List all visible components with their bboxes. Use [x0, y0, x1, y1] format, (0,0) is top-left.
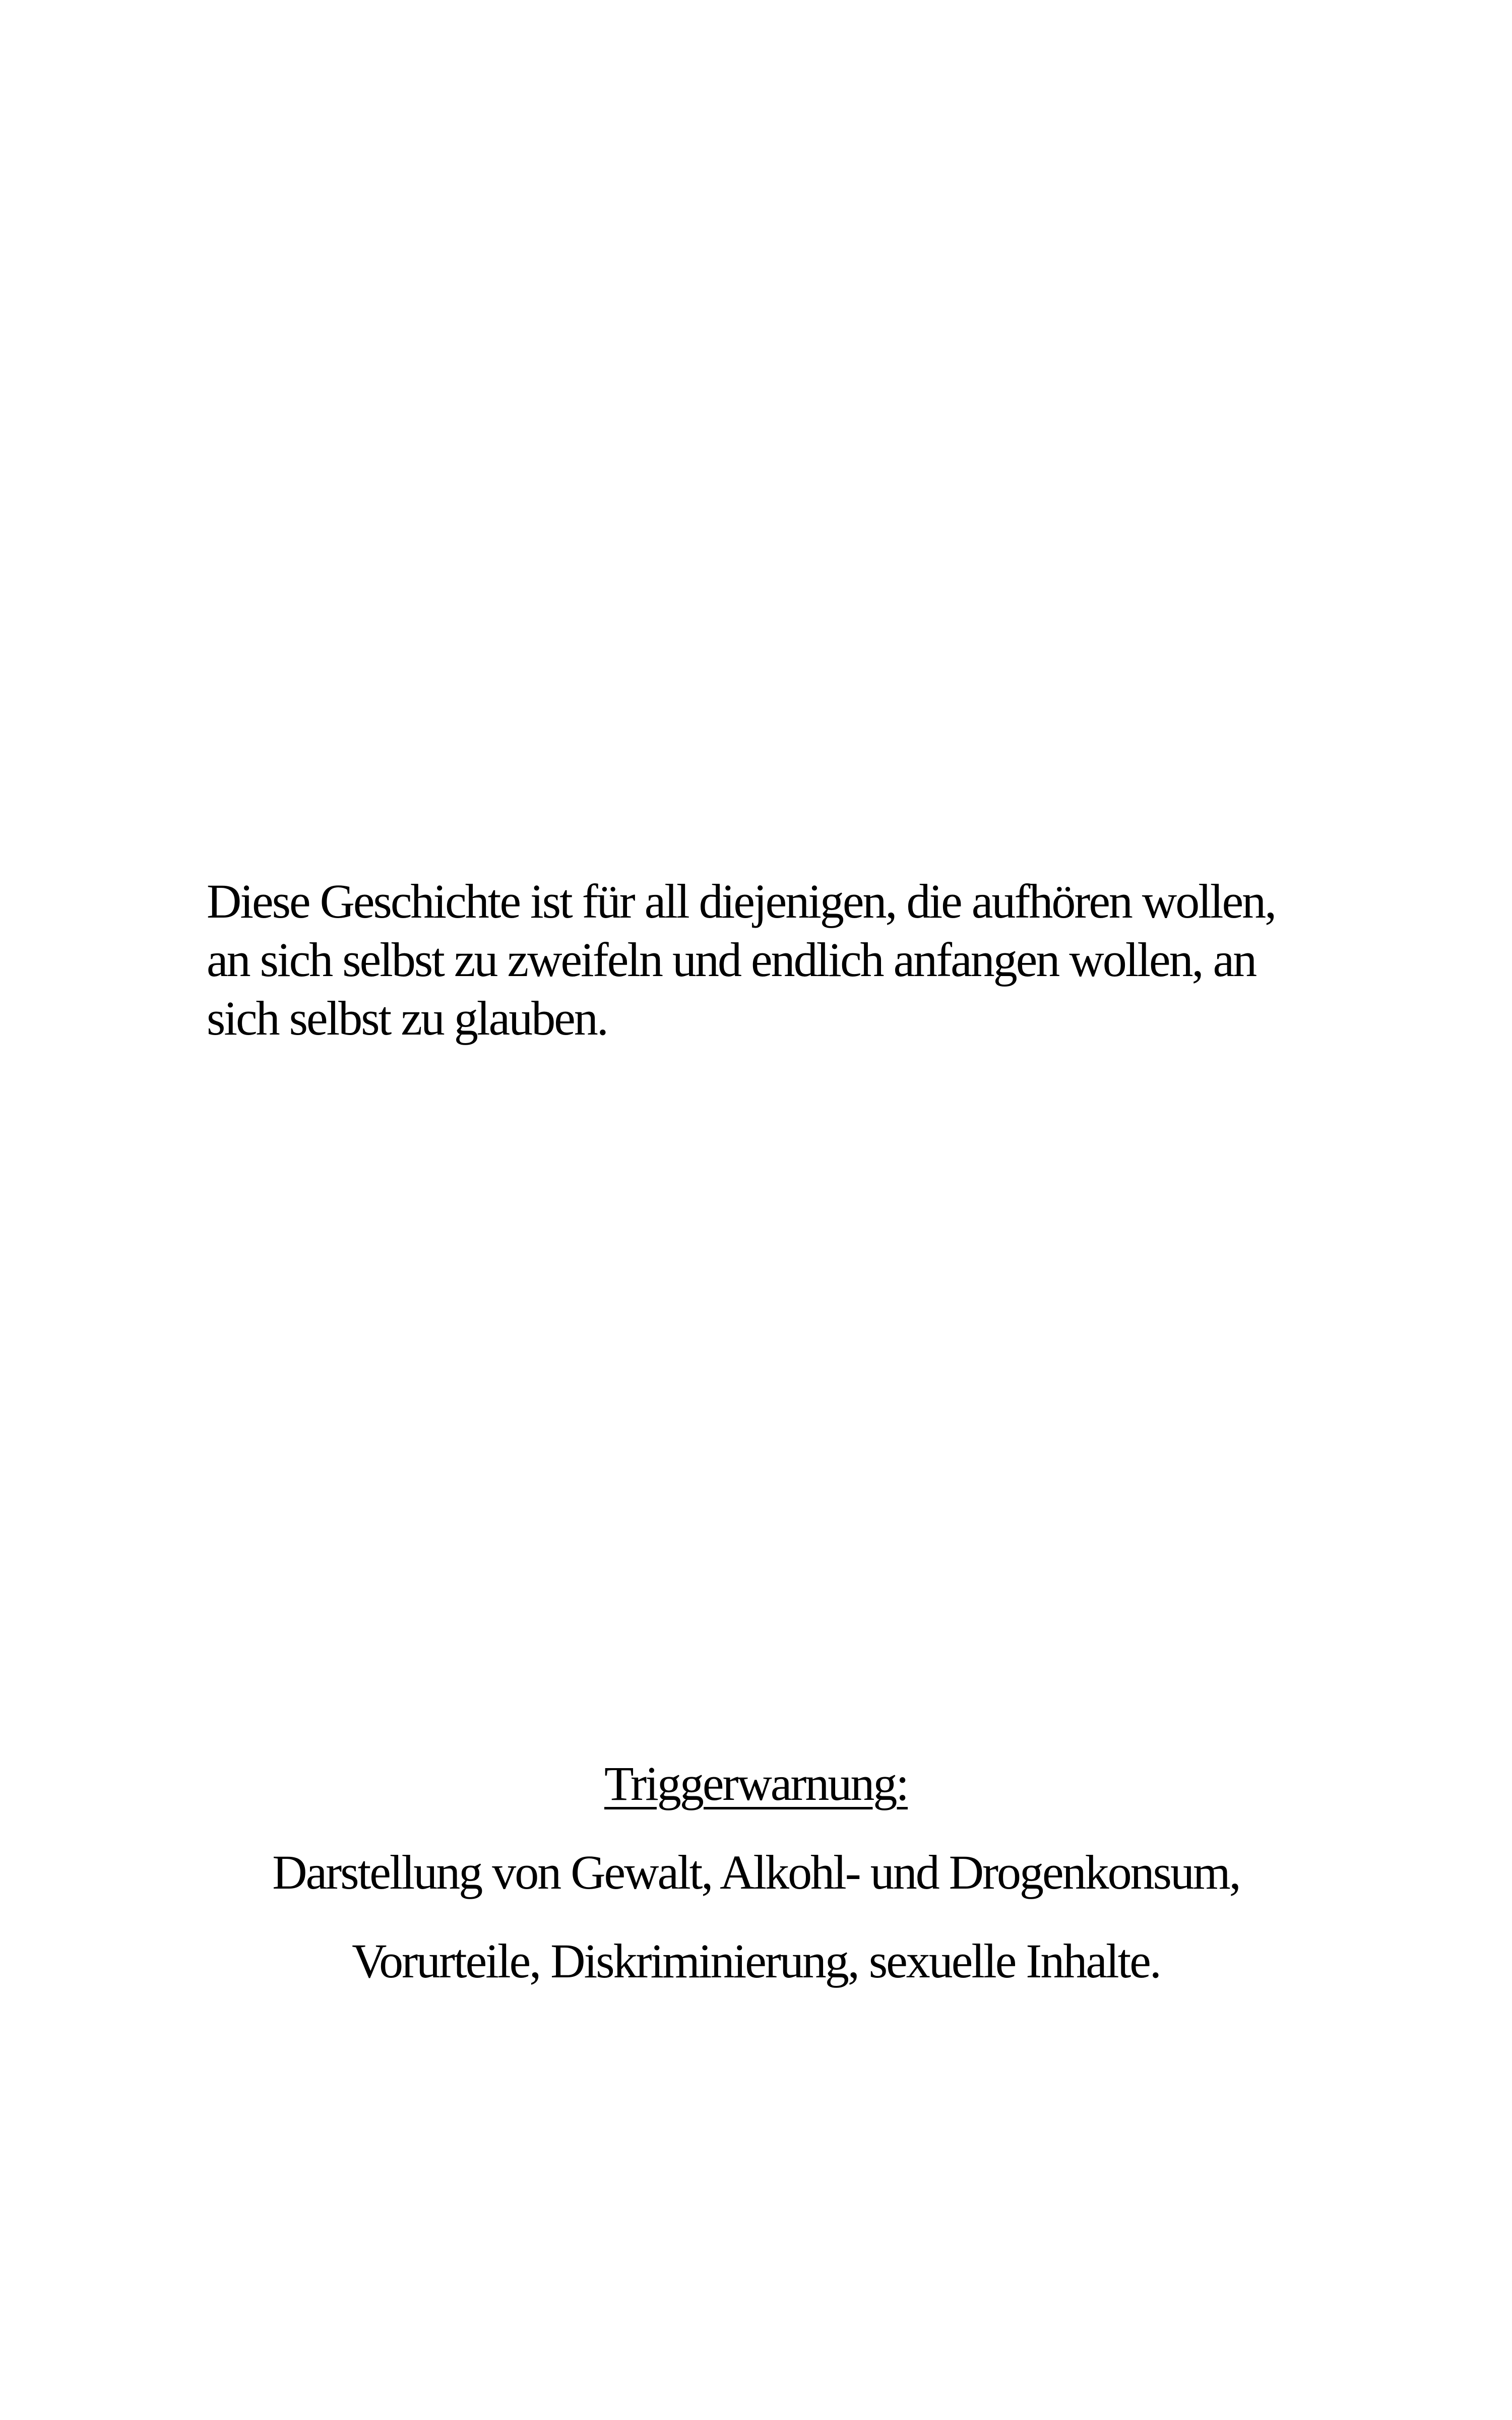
dedication-line: sich selbst zu glauben. — [207, 991, 607, 1045]
dedication-paragraph — [207, 872, 1341, 1048]
trigger-warning-title: Triggerwarnung: — [604, 1757, 908, 1810]
trigger-warning-section — [0, 1754, 1512, 1990]
trigger-warning-line: Vorurteile, Diskriminierung, sexuelle Inhalte. — [352, 1934, 1160, 1988]
dedication-line: Diese Geschichte ist für all diejenigen, die aufhören wollen, — [207, 874, 1276, 928]
dedication-line: an sich selbst zu zweifeln und endlich anfangen wollen, an — [207, 933, 1256, 987]
trigger-warning-line: Darstellung von Gewalt, Alkohl- und Drogenkonsum, — [272, 1845, 1240, 1899]
